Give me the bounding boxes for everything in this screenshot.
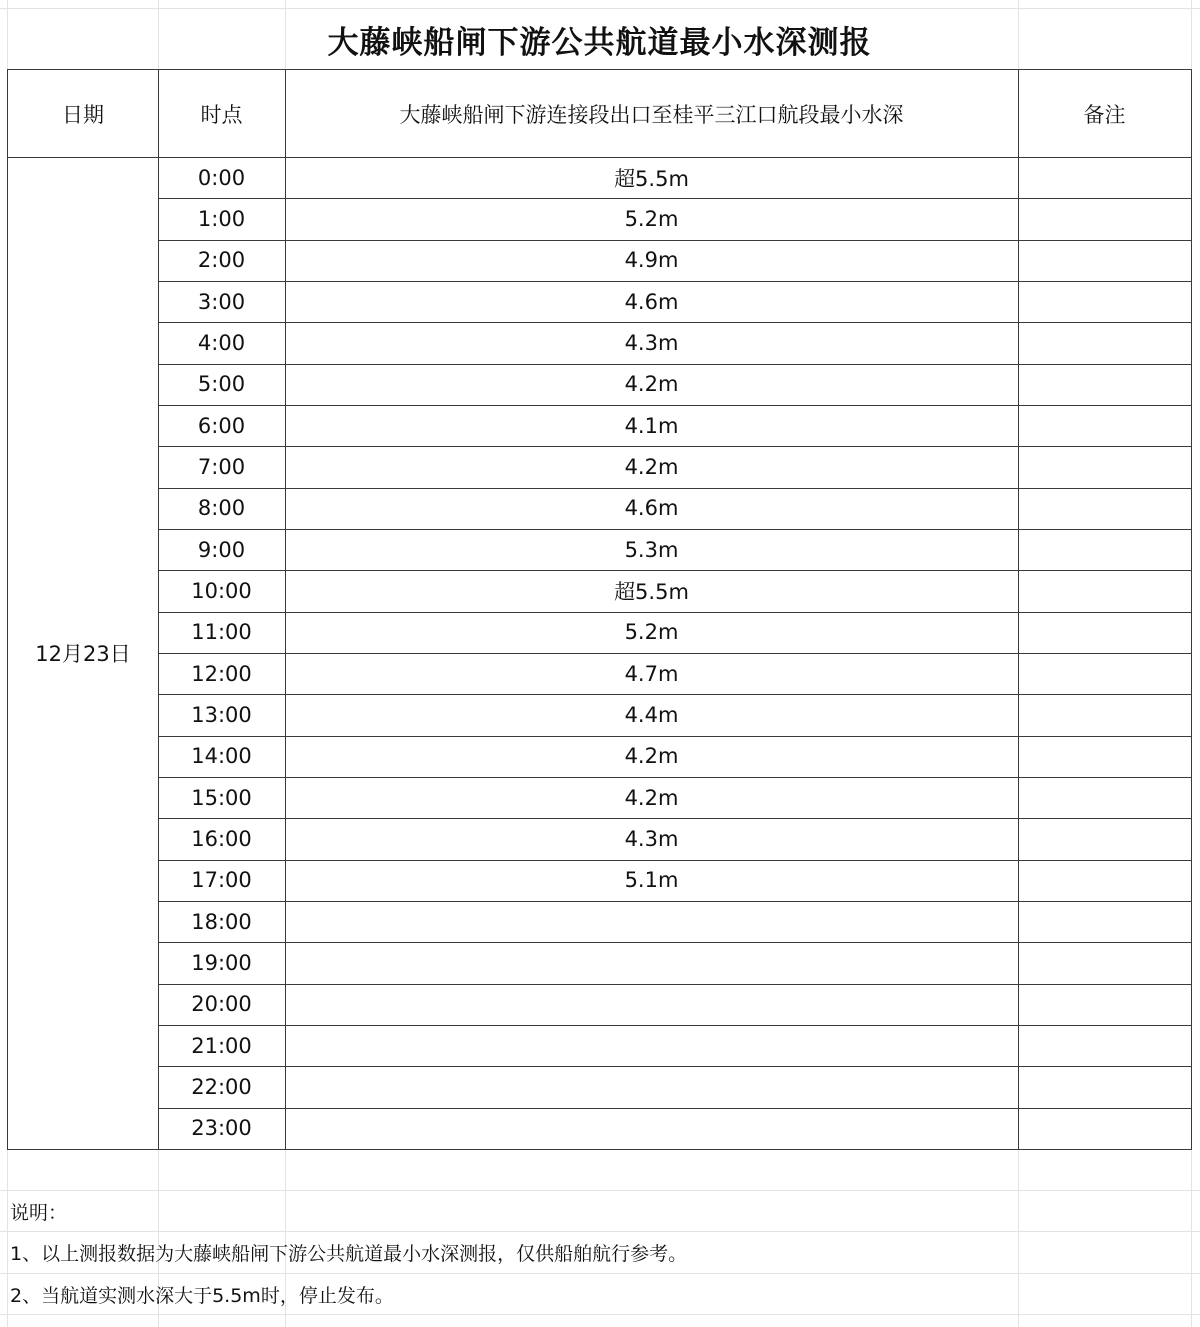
remark-cell <box>1018 818 1191 859</box>
time-cell: 16:00 <box>191 826 252 851</box>
remark-cell <box>1018 157 1191 198</box>
depth-cell: 5.1m <box>624 868 679 893</box>
page-title: 大藤峡船闸下游公共航道最小水深测报 <box>327 24 872 61</box>
remark-cell <box>1018 529 1191 570</box>
depth-cell: 超5.5m <box>614 166 689 191</box>
remark-cell <box>1018 984 1191 1025</box>
remark-cell <box>1018 281 1191 322</box>
time-cell: 18:00 <box>191 909 252 934</box>
remark-cell <box>1018 405 1191 446</box>
time-cell: 20:00 <box>191 992 252 1017</box>
time-cell: 8:00 <box>197 496 246 521</box>
border-line <box>158 570 1192 571</box>
depth-cell: 5.3m <box>624 537 679 562</box>
border-line <box>158 942 1192 943</box>
border-line <box>1191 70 1192 1149</box>
remark-cell <box>1018 694 1191 735</box>
border-line <box>7 157 1192 158</box>
border-line <box>158 281 1192 282</box>
border-line <box>158 405 1192 406</box>
time-cell: 3:00 <box>197 289 246 314</box>
border-line <box>7 70 8 1149</box>
border-line <box>158 777 1192 778</box>
border-line <box>158 364 1192 365</box>
border-line <box>158 70 159 1149</box>
remark-cell <box>1018 942 1191 983</box>
time-cell: 9:00 <box>197 537 246 562</box>
time-cell: 7:00 <box>197 454 246 479</box>
border-line <box>158 1025 1192 1026</box>
border-line <box>158 488 1192 489</box>
border-line <box>158 198 1192 199</box>
time-cell: 22:00 <box>191 1074 252 1099</box>
border-line <box>158 818 1192 819</box>
header-depth: 大藤峡船闸下游连接段出口至桂平三江口航段最小水深 <box>399 102 904 127</box>
border-line <box>158 1066 1192 1067</box>
remark-cell <box>1018 901 1191 942</box>
time-cell: 4:00 <box>197 330 246 355</box>
depth-cell <box>285 1066 1018 1107</box>
time-cell: 11:00 <box>191 620 252 645</box>
notes-heading: 说明： <box>10 1202 68 1224</box>
depth-cell: 4.7m <box>624 661 679 686</box>
remark-cell <box>1018 1025 1191 1066</box>
border-line <box>158 240 1192 241</box>
time-cell: 19:00 <box>191 950 252 975</box>
depth-cell: 5.2m <box>624 206 679 231</box>
time-cell: 2:00 <box>197 248 246 273</box>
depth-cell <box>285 942 1018 983</box>
depth-cell <box>285 901 1018 942</box>
depth-cell: 4.6m <box>624 289 679 314</box>
time-cell: 15:00 <box>191 785 252 810</box>
border-line <box>158 860 1192 861</box>
border-line <box>158 1108 1192 1109</box>
depth-cell: 4.6m <box>624 496 679 521</box>
time-cell: 1:00 <box>197 206 246 231</box>
depth-cell: 4.2m <box>624 372 679 397</box>
depth-cell: 4.4m <box>624 702 679 727</box>
depth-cell: 4.3m <box>624 826 679 851</box>
depth-cell: 4.9m <box>624 248 679 273</box>
time-cell: 17:00 <box>191 868 252 893</box>
note-item-1: 1、以上测报数据为大藤峡船闸下游公共航道最小水深测报，仅供船舶航行参考。 <box>10 1243 688 1265</box>
time-cell: 13:00 <box>191 702 252 727</box>
depth-cell: 4.3m <box>624 330 679 355</box>
border-line <box>158 612 1192 613</box>
border-line <box>158 901 1192 902</box>
time-cell: 0:00 <box>197 165 246 190</box>
depth-cell: 4.2m <box>624 785 679 810</box>
depth-cell: 4.1m <box>624 413 679 438</box>
border-line <box>285 70 286 1149</box>
header-time: 时点 <box>200 102 243 127</box>
time-cell: 14:00 <box>191 744 252 769</box>
remark-cell <box>1018 612 1191 653</box>
time-cell: 5:00 <box>197 372 246 397</box>
border-line <box>158 529 1192 530</box>
remark-cell <box>1018 777 1191 818</box>
time-cell: 23:00 <box>191 1116 252 1141</box>
border-line <box>1018 70 1019 1149</box>
depth-cell: 超5.5m <box>614 579 689 604</box>
remark-cell <box>1018 198 1191 239</box>
remark-cell <box>1018 1108 1191 1149</box>
depth-cell: 4.2m <box>624 744 679 769</box>
depth-cell <box>285 1025 1018 1066</box>
border-line <box>158 322 1192 323</box>
time-cell: 12:00 <box>191 661 252 686</box>
depth-cell: 4.2m <box>624 454 679 479</box>
border-line <box>158 694 1192 695</box>
remark-cell <box>1018 240 1191 281</box>
border-line <box>158 736 1192 737</box>
border-line <box>7 69 1192 70</box>
remark-cell <box>1018 446 1191 487</box>
remark-cell <box>1018 860 1191 901</box>
remark-cell <box>1018 570 1191 611</box>
remark-cell <box>1018 653 1191 694</box>
grid-line <box>0 1190 1200 1191</box>
remark-cell <box>1018 322 1191 363</box>
time-cell: 21:00 <box>191 1033 252 1058</box>
note-item-2: 2、当航道实测水深大于5.5m时，停止发布。 <box>10 1285 394 1307</box>
time-cell: 10:00 <box>191 578 252 603</box>
remark-cell <box>1018 1066 1191 1107</box>
depth-cell: 5.2m <box>624 620 679 645</box>
header-remark: 备注 <box>1083 102 1126 127</box>
remark-cell <box>1018 364 1191 405</box>
time-cell: 6:00 <box>197 413 246 438</box>
border-line <box>158 446 1192 447</box>
header-date: 日期 <box>62 102 104 127</box>
date-cell: 12月23日 <box>35 642 131 666</box>
remark-cell <box>1018 736 1191 777</box>
remark-cell <box>1018 488 1191 529</box>
border-line <box>158 984 1192 985</box>
depth-cell <box>285 984 1018 1025</box>
depth-cell <box>285 1108 1018 1149</box>
border-line <box>7 1149 1192 1150</box>
border-line <box>158 653 1192 654</box>
